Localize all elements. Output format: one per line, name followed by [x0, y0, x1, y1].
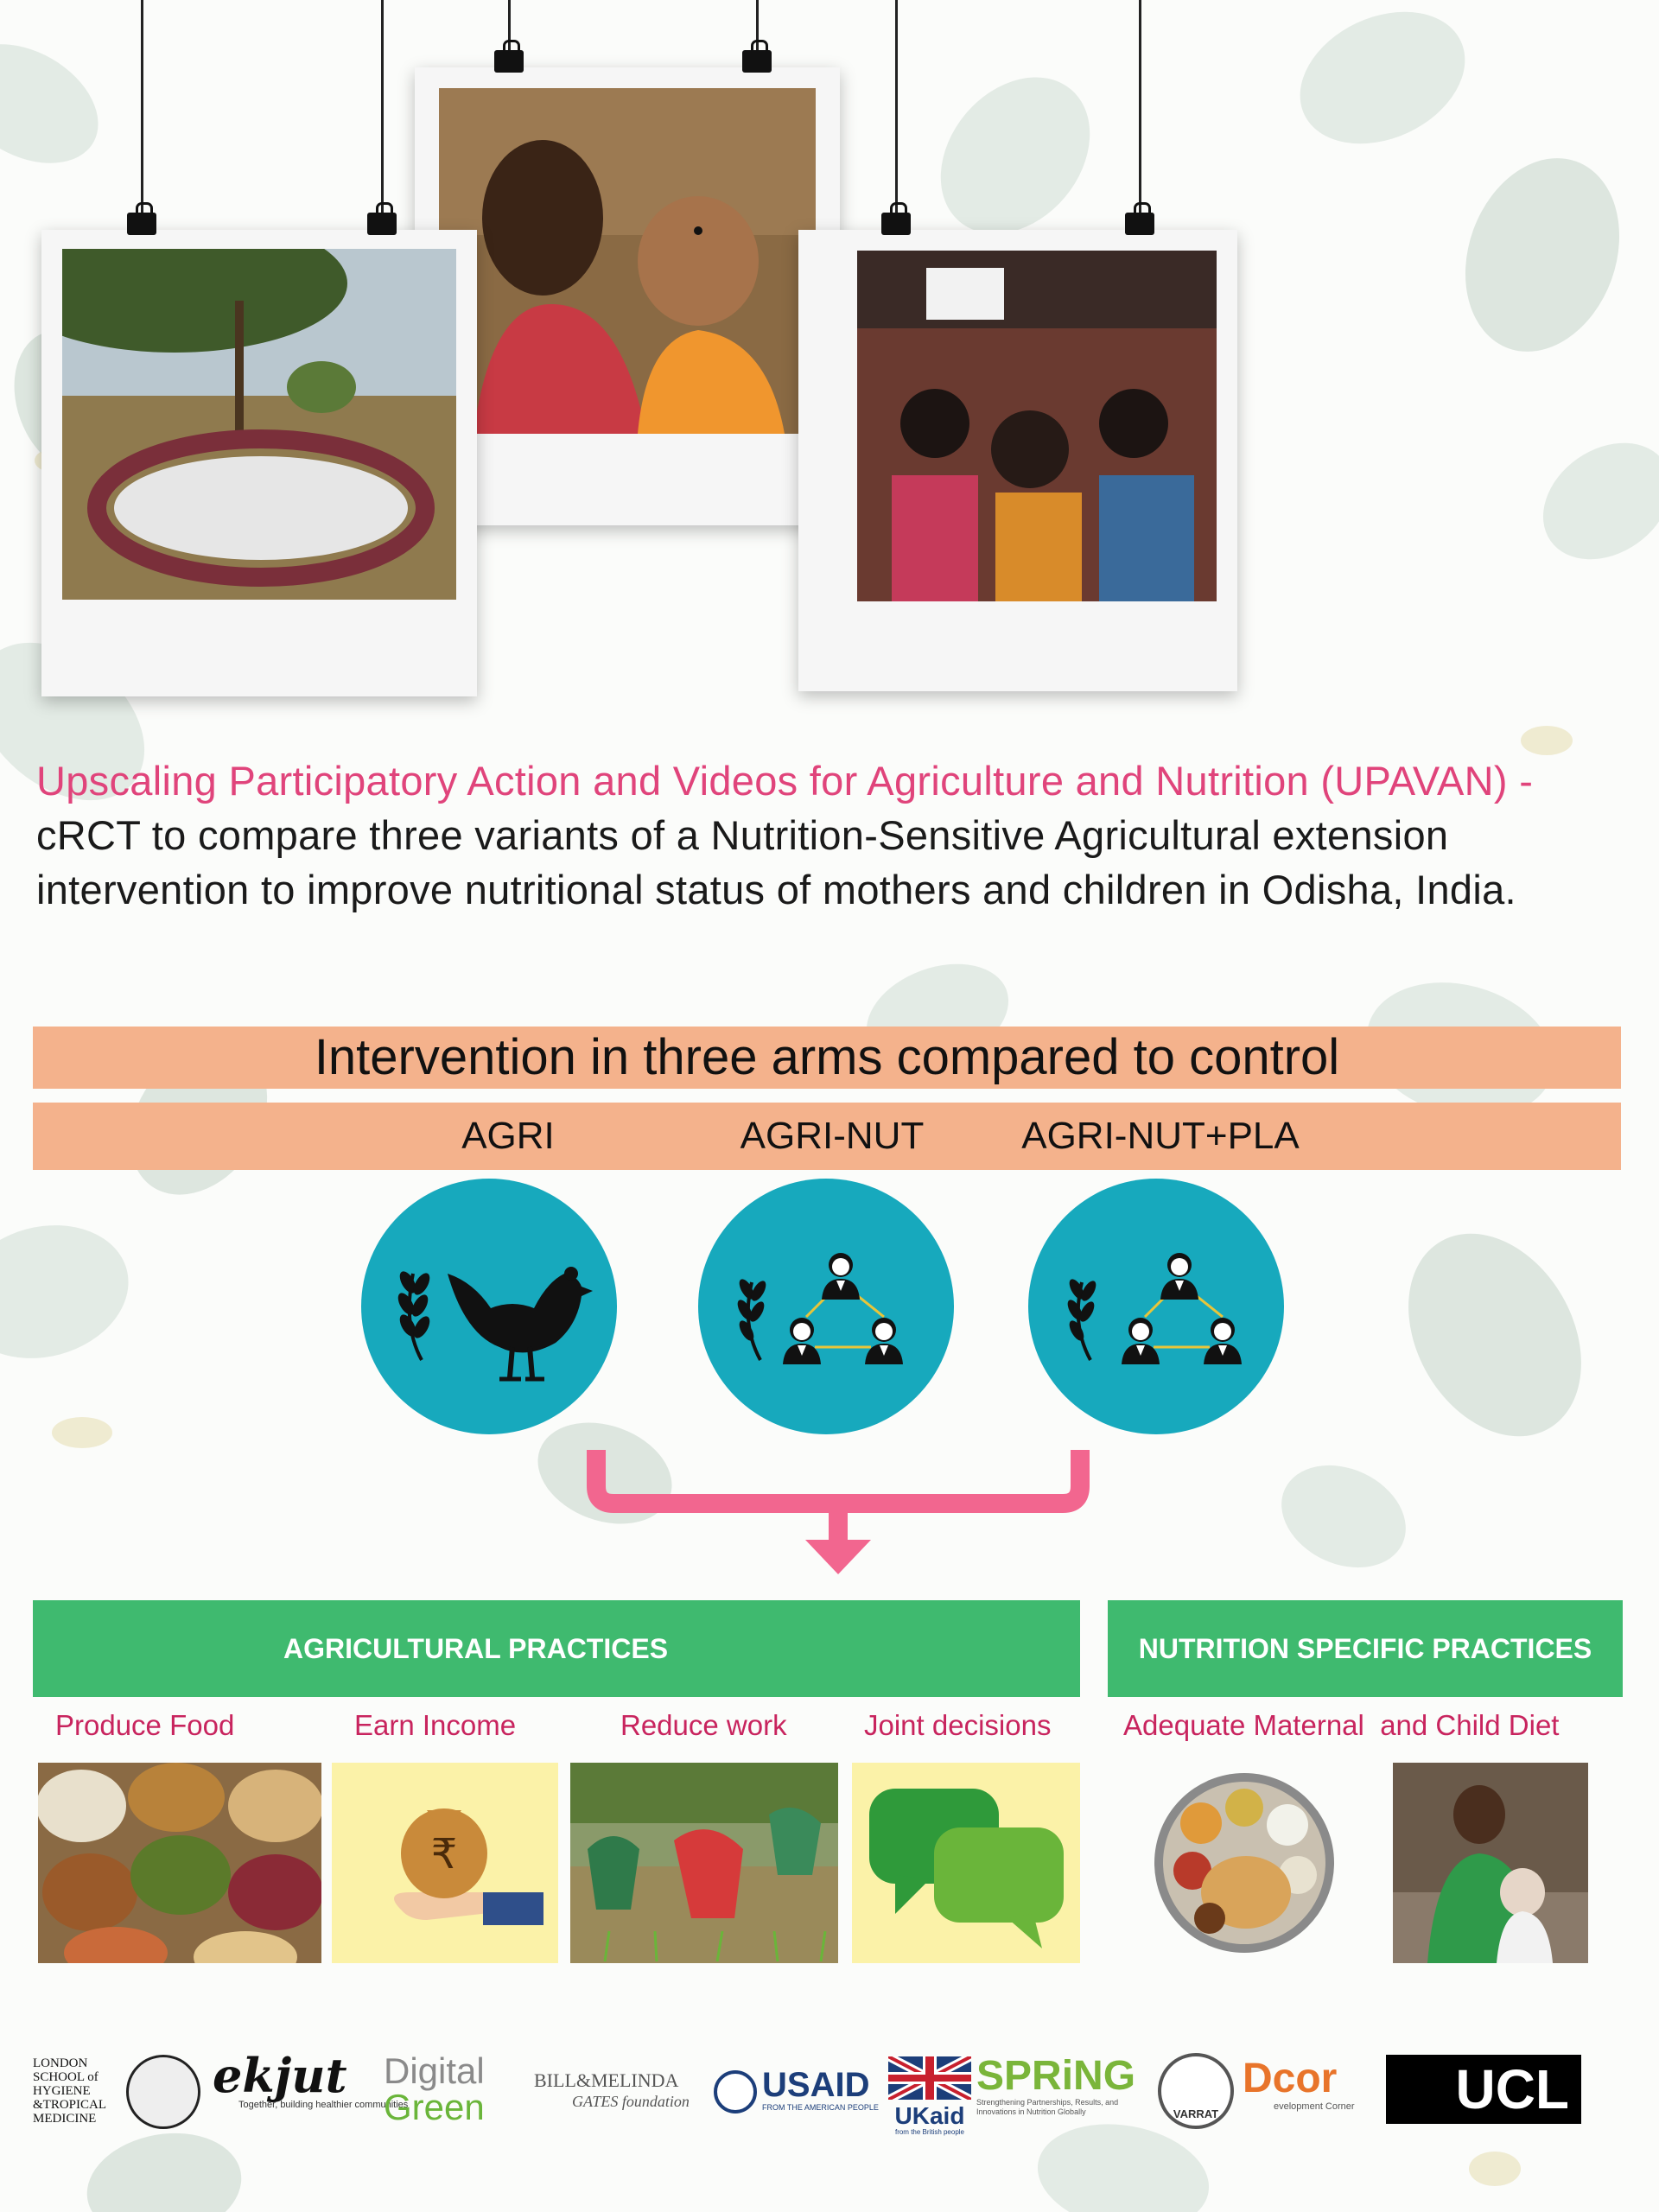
varrat-logo: VARRAT: [1158, 2053, 1234, 2129]
study-title-description: cRCT to compare three variants of a Nutrition-Sensitive Agricultural extension intervention to improve nutritional status of mothers and children in Odisha, India.: [36, 812, 1516, 912]
hanging-string: [381, 0, 384, 216]
agricultural-practices-heading: AGRICULTURAL PRACTICES: [283, 1632, 669, 1664]
practice-label-earn-income: Earn Income: [354, 1709, 517, 1741]
wheat-icon: [734, 1277, 768, 1360]
arm-icon-agri: [361, 1179, 617, 1434]
binder-clip: [1125, 213, 1154, 235]
binder-clip: [127, 213, 156, 235]
arm-label-agri-nut-pla: AGRI-NUT+PLA: [1021, 1115, 1300, 1157]
arm-label-agri: AGRI: [461, 1115, 555, 1157]
usaid-logo: USAID FROM THE AMERICAN PEOPLE: [762, 2066, 879, 2112]
image-thali-meal: [1149, 1763, 1339, 1963]
union-flag-icon: [888, 2056, 971, 2100]
image-grain-sacks: [38, 1763, 321, 1963]
practice-label-reduce-work: Reduce work: [620, 1709, 787, 1741]
photo-video-screening: [857, 251, 1217, 601]
study-title-highlight: Upscaling Participatory Action and Videos for Agriculture and Nutrition (UPAVAN) -: [36, 758, 1534, 804]
partner-logos: [33, 2048, 1623, 2134]
intervention-heading: Intervention in three arms compared to control: [314, 1029, 1340, 1085]
practice-label-maternal-child-diet: Adequate Maternal and Child Diet: [1123, 1709, 1560, 1741]
arm-label-agri-nut: AGRI-NUT: [740, 1115, 925, 1157]
hanging-string: [141, 0, 143, 216]
digital-green-logo: Digital Green: [384, 2050, 485, 2127]
wheat-icon: [395, 1268, 433, 1360]
practice-label-joint-decisions: Joint decisions: [864, 1709, 1052, 1741]
lshtm-crest-icon: [126, 2055, 200, 2129]
image-chat-bubbles: [852, 1763, 1080, 1963]
ukaid-logo: UKaid from the British people: [888, 2056, 971, 2136]
agricultural-practices-bar: [33, 1600, 1080, 1697]
binder-clip: [367, 213, 397, 235]
binder-clip: [742, 50, 772, 73]
study-title: [36, 753, 1635, 917]
nutrition-practices-bar: [1108, 1600, 1623, 1697]
svg-text:₹: ₹: [430, 1830, 458, 1878]
hanging-string: [895, 0, 898, 216]
binder-clip: [881, 213, 911, 235]
gates-foundation-logo: BILL&MELINDA GATES foundation: [534, 2069, 690, 2110]
women-group-icon: [1122, 1253, 1242, 1364]
hanging-string: [1139, 0, 1141, 216]
converging-arrow: [579, 1443, 1097, 1581]
arm-icon-agri-nut: [698, 1179, 954, 1434]
arms-band: [33, 1103, 1621, 1170]
image-money-bag: [332, 1763, 558, 1963]
arm-icon-agri-nut-pla: [1028, 1179, 1284, 1434]
wheat-icon: [1065, 1277, 1098, 1360]
women-group-icon: [783, 1253, 903, 1364]
nutrition-practices-heading: NUTRITION SPECIFIC PRACTICES: [1138, 1632, 1592, 1664]
ucl-logo: UCL: [1386, 2055, 1581, 2124]
hen-icon: [448, 1267, 593, 1379]
usaid-seal-icon: [714, 2070, 757, 2113]
binder-clip: [494, 50, 524, 73]
chat-bubble-icon: [869, 1789, 1064, 1948]
photo-mother-child: [439, 88, 816, 434]
dcor-logo: Dcor evelopment Corner: [1243, 2056, 1355, 2112]
image-rice-transplanting: [570, 1763, 838, 1963]
image-mother-feeding-child: [1393, 1763, 1588, 1963]
intervention-heading-band: [33, 1027, 1621, 1089]
ekjut-logo: ekjut Together, building healthier communities: [213, 2048, 409, 2110]
photo-video-screening-frame: [798, 230, 1237, 691]
spring-logo: SPRiNG Strengthening Partnerships, Results, and Innovations in Nutrition Globally: [976, 2053, 1136, 2116]
photo-village-meeting: [62, 249, 456, 600]
photo-mother-child-frame: [415, 67, 840, 525]
practice-label-produce-food: Produce Food: [55, 1709, 235, 1741]
photo-village-meeting-frame: [41, 230, 477, 696]
lshtm-logo: LONDON SCHOOL of HYGIENE &TROPICAL MEDICINE: [33, 2056, 107, 2126]
